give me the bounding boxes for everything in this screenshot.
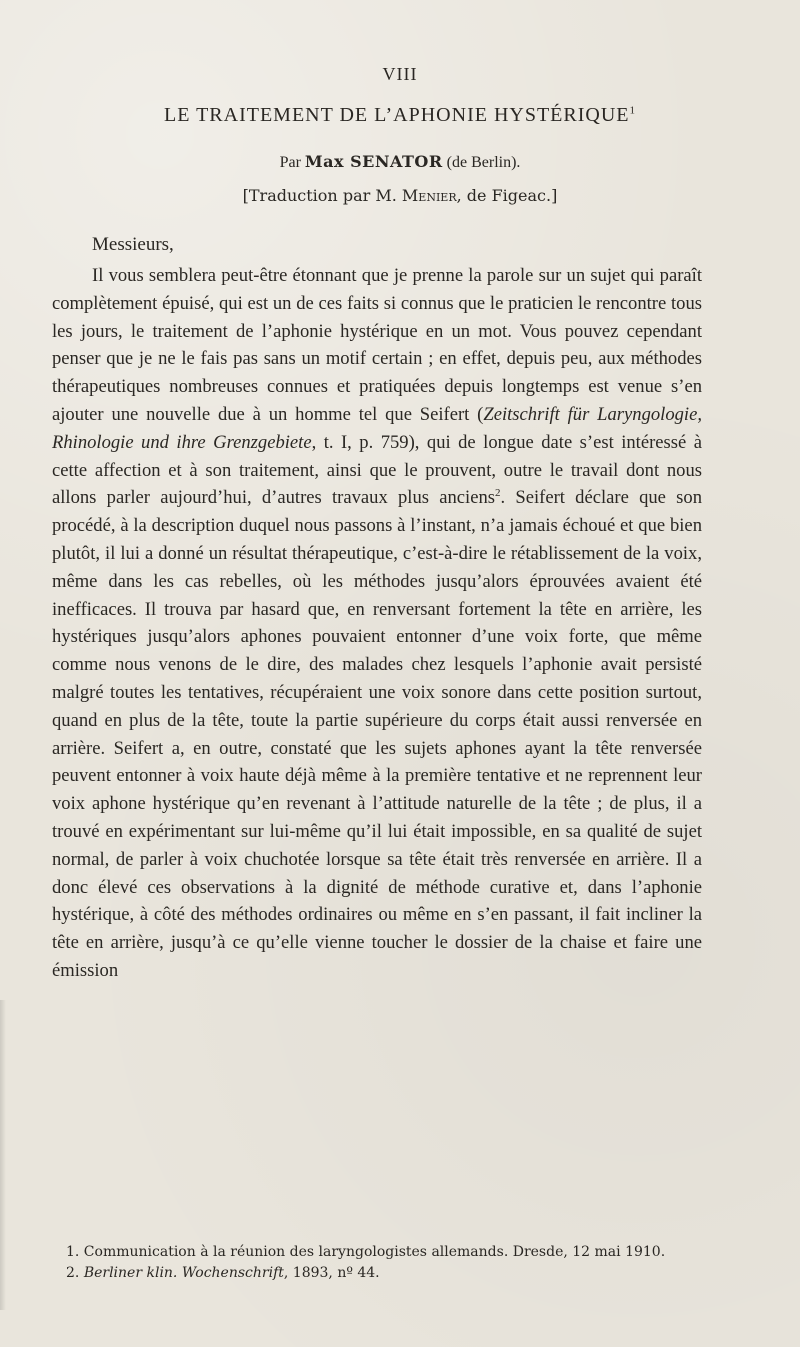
footnote-2-journal: Berliner klin. Wochenschrift	[83, 1265, 284, 1281]
paragraph-text-c: . Seifert déclare que son procédé, à la description duquel nous passons à l’instant, n’a jamais échoué et que bien plutôt, il lui a donné un résultat thérapeutique, c’est-à-dire le rétablissement de la voix, même dans les cas rebelles, où les méthodes jusqu’alors éprouvées avaient été inefficaces. Il trouva par hasard que, en renversant fortement la tête en arrière, les hystériques jusqu’alors aphones pouvaient entonner d’une voix forte, que même comme nous venons de le dire, des malades chez lesquels l’aphonie avait persisté malgré toutes les tentatives, récupéraient une voix sonore dans cette position surtout, quand en plus de la tête, toute la partie supérieure du corps était aussi renversée en arrière. Seifert a, en outre, constaté que les sujets aphones ayant la tête renversée peuvent entonner à voix haute déjà même à la première tentative et ne reprennent leur voix aphone hystérique qu’en revenant à l’attitude naturelle de la tête ; de plus, il a trouvé en expérimentant sur lui-même qu’il lui était impossible, en sa qualité de sujet normal, de parler à voix chuchotée lorsque sa tête était très renversée en arrière. Il a donc élevé ces observations à la dignité de méthode curative et, dans l’aphonie hystérique, à côté des méthodes ordinaires ou même en s’en passant, il fait incliner la tête en arrière, jusqu’à ce qu’elle vienne toucher le dossier de la chaise et faire une émission	[52, 487, 702, 981]
translator-name: Menier	[401, 186, 457, 205]
translation-credit	[0, 186, 800, 205]
byline	[0, 152, 800, 172]
author-name: Max SENATOR	[304, 152, 443, 171]
salutation: Messieurs,	[92, 234, 174, 255]
paragraph-text-a: Il vous semblera peut-être étonnant que je prenne la parole sur un sujet qui paraît complètement épuisé, qui est un de ces faits si connus que le praticien le rencontre tous les jours, le traitement de l’aphonie hystérique en un mot. Vous pouvez cependant penser que je ne le fais pas sans un motif certain ; en effet, depuis peu, aux méthodes thérapeutiques nombreuses connues et pratiquées depuis longtemps est venue s’en ajouter une nouvelle due à un homme tel que Seifert (	[52, 265, 702, 425]
footnote-1: 1. Communication à la réunion des laryngologistes allemands. Dresde, 12 mai 1910.	[66, 1244, 666, 1260]
article-title	[40, 104, 760, 127]
chapter-number: VIII	[382, 64, 418, 84]
translation-suffix: , de Figeac.]	[456, 186, 558, 205]
footnote-2	[52, 1263, 702, 1284]
title-footnote-mark[interactable]: 1	[629, 104, 636, 117]
paragraph-text-b: , t. I, p. 759), qui de longue date s’est intéressé à cette affection et à son traitement, ainsi que le prouvent, outre le travail dont nous allons parler aujourd’hui, d’autres travaux plus anciens	[52, 431, 702, 509]
article-title-text: LE TRAITEMENT DE L’APHONIE HYSTÉRIQUE	[164, 104, 630, 126]
footnote-2-number: 2.	[66, 1265, 80, 1281]
paragraph	[52, 262, 702, 985]
byline-prefix: Par	[279, 154, 301, 171]
page-edge-shadow	[0, 1000, 6, 1310]
journal-citation: Zeitschrift für Laryngologie, Rhinologie und ihre Grenzgebiete	[52, 403, 702, 453]
footnote-mark-2[interactable]: 2	[494, 487, 501, 500]
footnotes	[52, 1242, 702, 1284]
translation-prefix: [Traduction par M.	[242, 186, 397, 205]
footnote-2-rest: , 1893, nº 44.	[283, 1265, 380, 1281]
body-text	[52, 262, 702, 985]
author-affiliation: (de Berlin).	[446, 154, 521, 171]
